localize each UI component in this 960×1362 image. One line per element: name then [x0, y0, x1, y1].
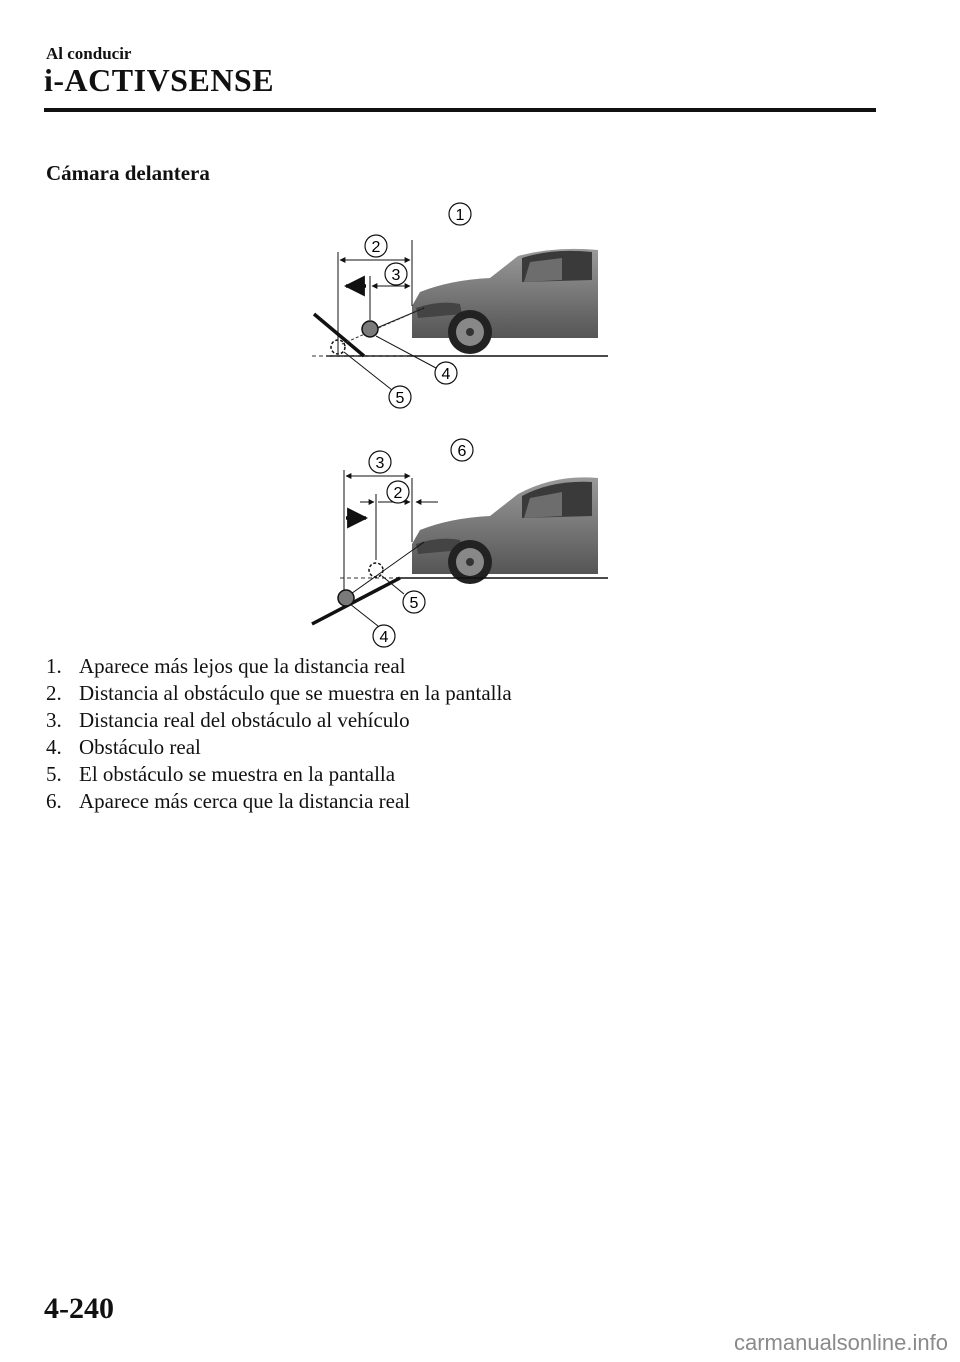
svg-text:3: 3 — [391, 267, 401, 284]
callout-6 — [451, 439, 473, 461]
site-watermark: carmanualsonline.info — [733, 1330, 948, 1355]
svg-text:5: 5 — [409, 595, 419, 612]
callout-1 — [449, 203, 471, 225]
car-illustration — [412, 249, 598, 354]
front-camera-diagram-farther — [300, 196, 620, 414]
section-heading: Cámara delantera — [46, 161, 210, 185]
callout-4 — [435, 362, 457, 384]
header-divider — [44, 108, 876, 112]
callout-3 — [369, 451, 391, 473]
svg-text:5: 5 — [395, 390, 405, 407]
svg-text:3: 3 — [375, 455, 385, 472]
slope-surface — [314, 314, 364, 356]
chapter-label: Al conducir — [46, 44, 132, 63]
legend-item: 5. El obstáculo se muestra en la pantalla — [46, 762, 396, 786]
svg-text:4: 4 — [379, 629, 389, 646]
page-title: i-ACTIVSENSE — [44, 62, 275, 98]
svg-text:1: 1 — [455, 207, 465, 224]
callout-4 — [373, 625, 395, 647]
legend-item: 6. Aparece más cerca que la distancia real — [46, 789, 411, 813]
callout-legend — [46, 653, 512, 815]
legend-item: 3. Distancia real del obstáculo al vehículo — [46, 708, 410, 732]
callout-5 — [389, 386, 411, 408]
slope-surface — [312, 578, 400, 624]
page-number: 4-240 — [44, 1292, 114, 1325]
actual-obstacle-marker — [362, 321, 378, 337]
actual-obstacle-marker — [338, 590, 354, 606]
callout-2 — [365, 235, 387, 257]
callout-5 — [403, 591, 425, 613]
legend-item: 2. Distancia al obstáculo que se muestra en la pantalla — [46, 681, 512, 705]
displayed-obstacle-marker — [369, 563, 383, 577]
callout-2 — [387, 481, 409, 503]
legend-item: 4. Obstáculo real — [46, 735, 201, 759]
legend-item: 1. Aparece más lejos que la distancia real — [46, 654, 406, 678]
svg-text:2: 2 — [371, 239, 381, 256]
callout-3 — [385, 263, 407, 285]
svg-text:4: 4 — [441, 366, 451, 383]
svg-text:2: 2 — [393, 485, 403, 502]
svg-text:6: 6 — [457, 443, 467, 460]
front-camera-diagram-closer — [300, 434, 620, 654]
car-illustration — [412, 477, 598, 584]
